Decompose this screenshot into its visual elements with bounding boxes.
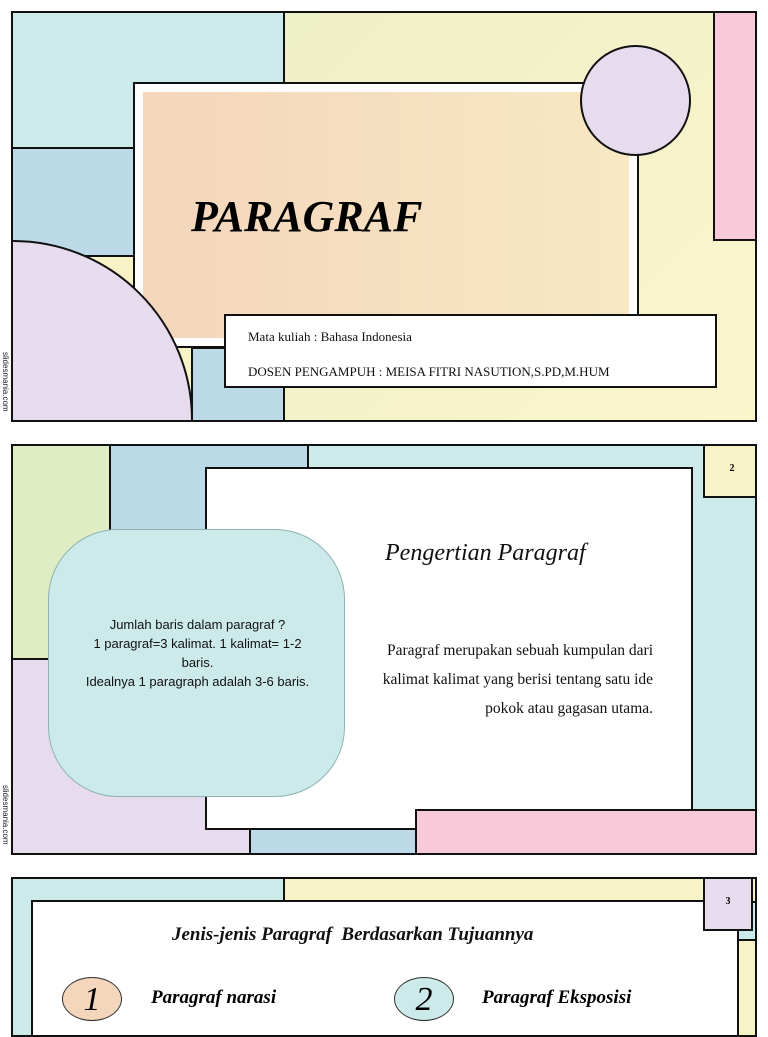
course-info-box [224,314,717,388]
note-line: Jumlah baris dalam paragraf ? [109,617,286,632]
slide1-block-pink [713,11,757,241]
course-line: Mata kuliah : Bahasa Indonesia [248,329,412,344]
credit-text: slidesmania.com [1,352,10,412]
item-label: Paragraf Eksposisi [482,987,632,1008]
page-number-box [703,877,753,931]
item-number: 1 [83,981,101,1018]
lecturer-line: DOSEN PENGAMPUH : MEISA FITRI NASUTION,S.PD,M.HUM [248,364,610,379]
section-heading: Pengertian Paragraf [385,540,586,566]
slide2-block-pink [415,809,757,855]
page-number: 3 [725,896,731,907]
item-label: Paragraf narasi [151,987,277,1008]
item-number-badge [62,977,122,1021]
slide-2 [11,444,757,855]
note-bubble [48,529,345,797]
slide1-circle [580,45,691,156]
page-number-box [703,444,757,498]
page-number: 2 [729,463,735,474]
section-heading: Jenis-jenis Paragraf Berdasarkan Tujuannya [172,924,534,945]
definition-text: Paragraf merupakan sebuah kumpulan dari kalimat kalimat yang berisi tentang satu ide pokok atau gagasan utama. [382,642,653,717]
credit-text: slidesmania.com [1,785,10,845]
slide-3 [11,877,757,1037]
note-line: Idealnya 1 paragraph adalah 3-6 baris. [85,674,310,689]
slide3-content-panel [31,900,739,1037]
item-number-badge [394,977,454,1021]
slide-1 [11,11,757,422]
note-line: 1 paragraf=3 kalimat. 1 kalimat= 1-2 baris. [93,636,302,670]
page-title: PARAGRAF [191,192,423,241]
item-number: 2 [415,981,433,1018]
